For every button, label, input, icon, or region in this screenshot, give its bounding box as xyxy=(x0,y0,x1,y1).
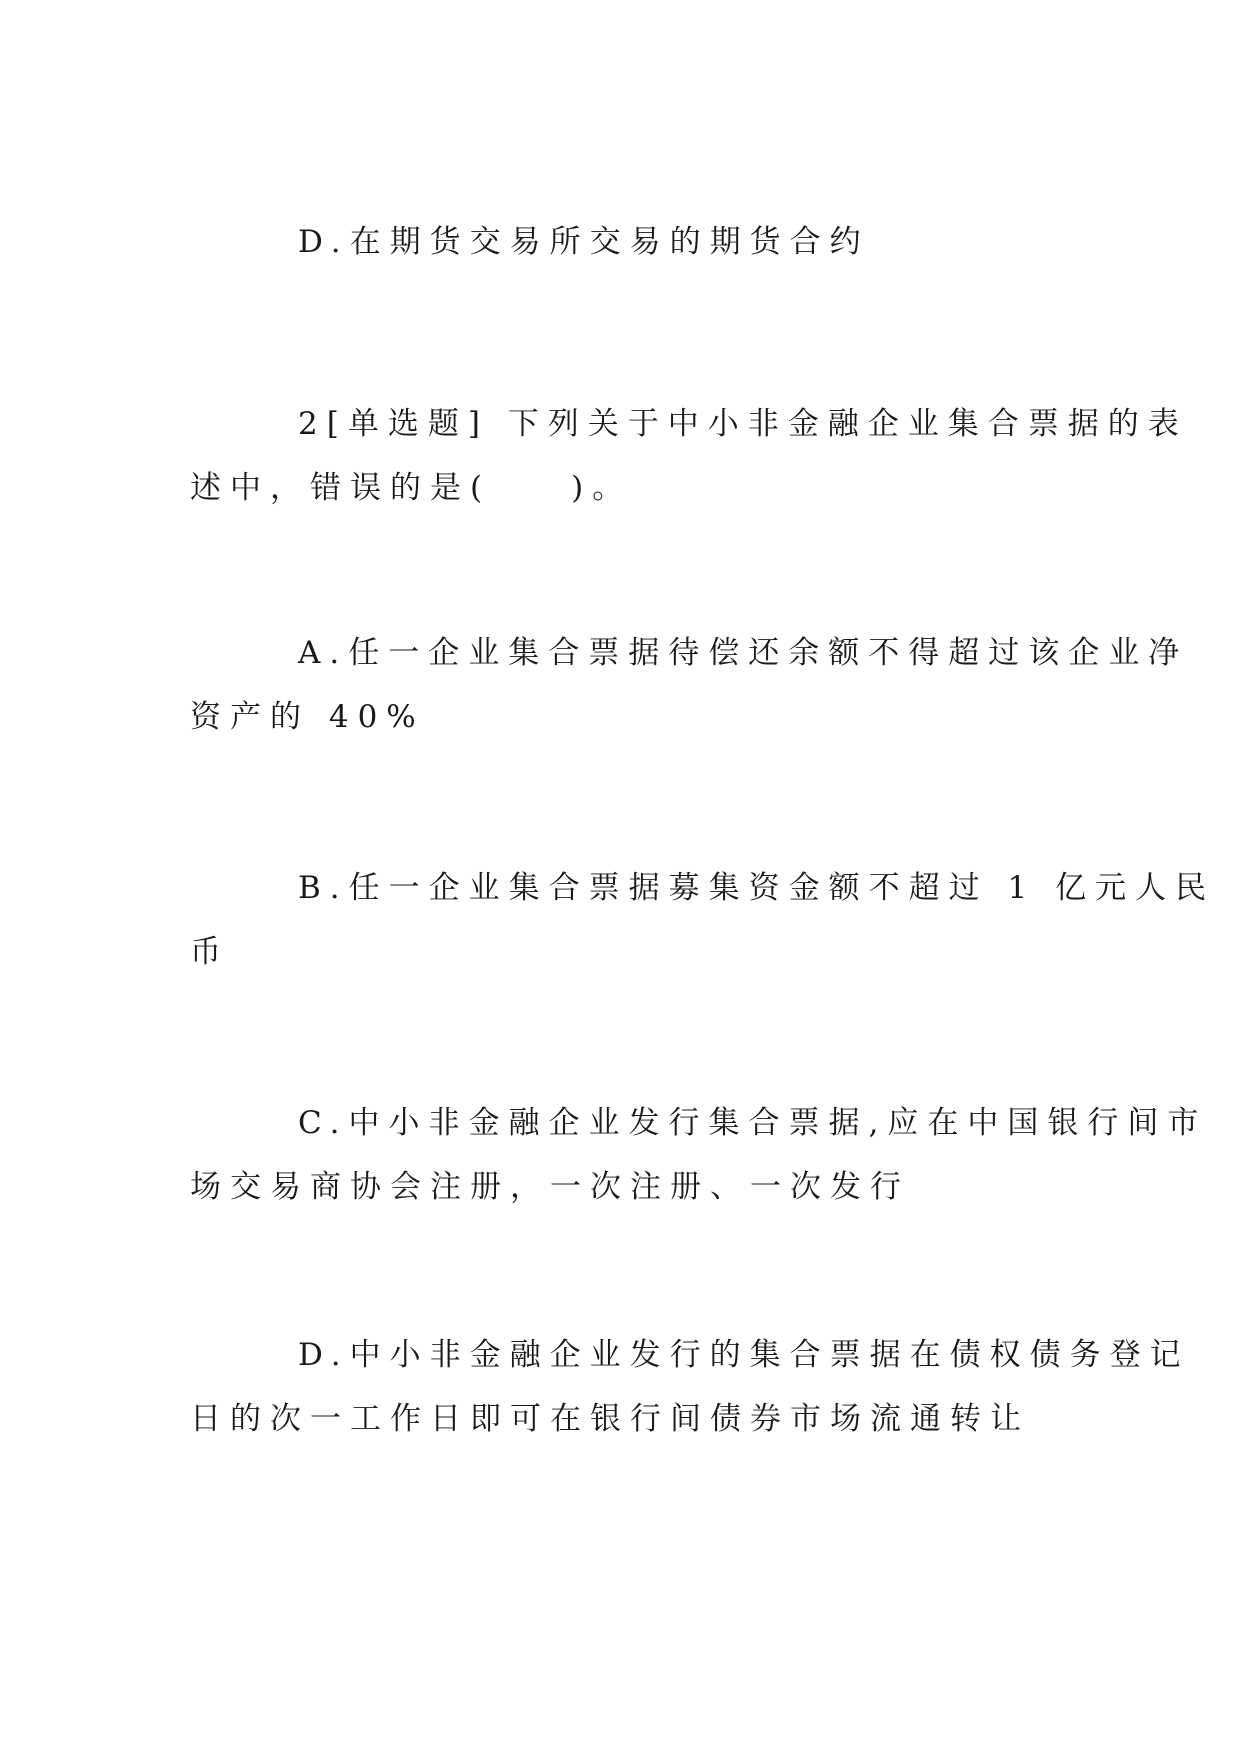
previous-option-d-text: D.在期货交易所交易的期货合约 xyxy=(298,224,870,260)
option-a-line-2: 资产的 40% xyxy=(190,699,425,735)
option-c-line-1: C.中小非金融企业发行集合票据,应在中国银行间市 xyxy=(298,1105,1208,1141)
option-d xyxy=(190,1323,1190,1451)
option-d-line-2: 日的次一工作日即可在银行间债券市场流通转让 xyxy=(190,1401,1030,1437)
option-c-line-2: 场交易商协会注册，一次注册、一次发行 xyxy=(190,1169,910,1205)
option-d-line-1: D.中小非金融企业发行的集合票据在债权债务登记 xyxy=(298,1337,1190,1373)
question-line-2: 述中，错误的是( )。 xyxy=(190,470,633,506)
previous-option-d xyxy=(190,210,1050,274)
option-a-line-1: A.任一企业集合票据待偿还余额不得超过该企业净 xyxy=(298,635,1189,671)
question-2 xyxy=(190,392,1188,520)
option-c xyxy=(190,1091,1208,1219)
option-b-line-1: B.任一企业集合票据募集资金额不超过 1 亿元人民 xyxy=(298,870,1216,906)
question-line-1: 2[单选题] 下列关于中小非金融企业集合票据的表 xyxy=(298,406,1188,442)
option-b-line-2: 币 xyxy=(190,934,230,970)
option-b xyxy=(190,856,1216,984)
option-a xyxy=(190,621,1189,749)
